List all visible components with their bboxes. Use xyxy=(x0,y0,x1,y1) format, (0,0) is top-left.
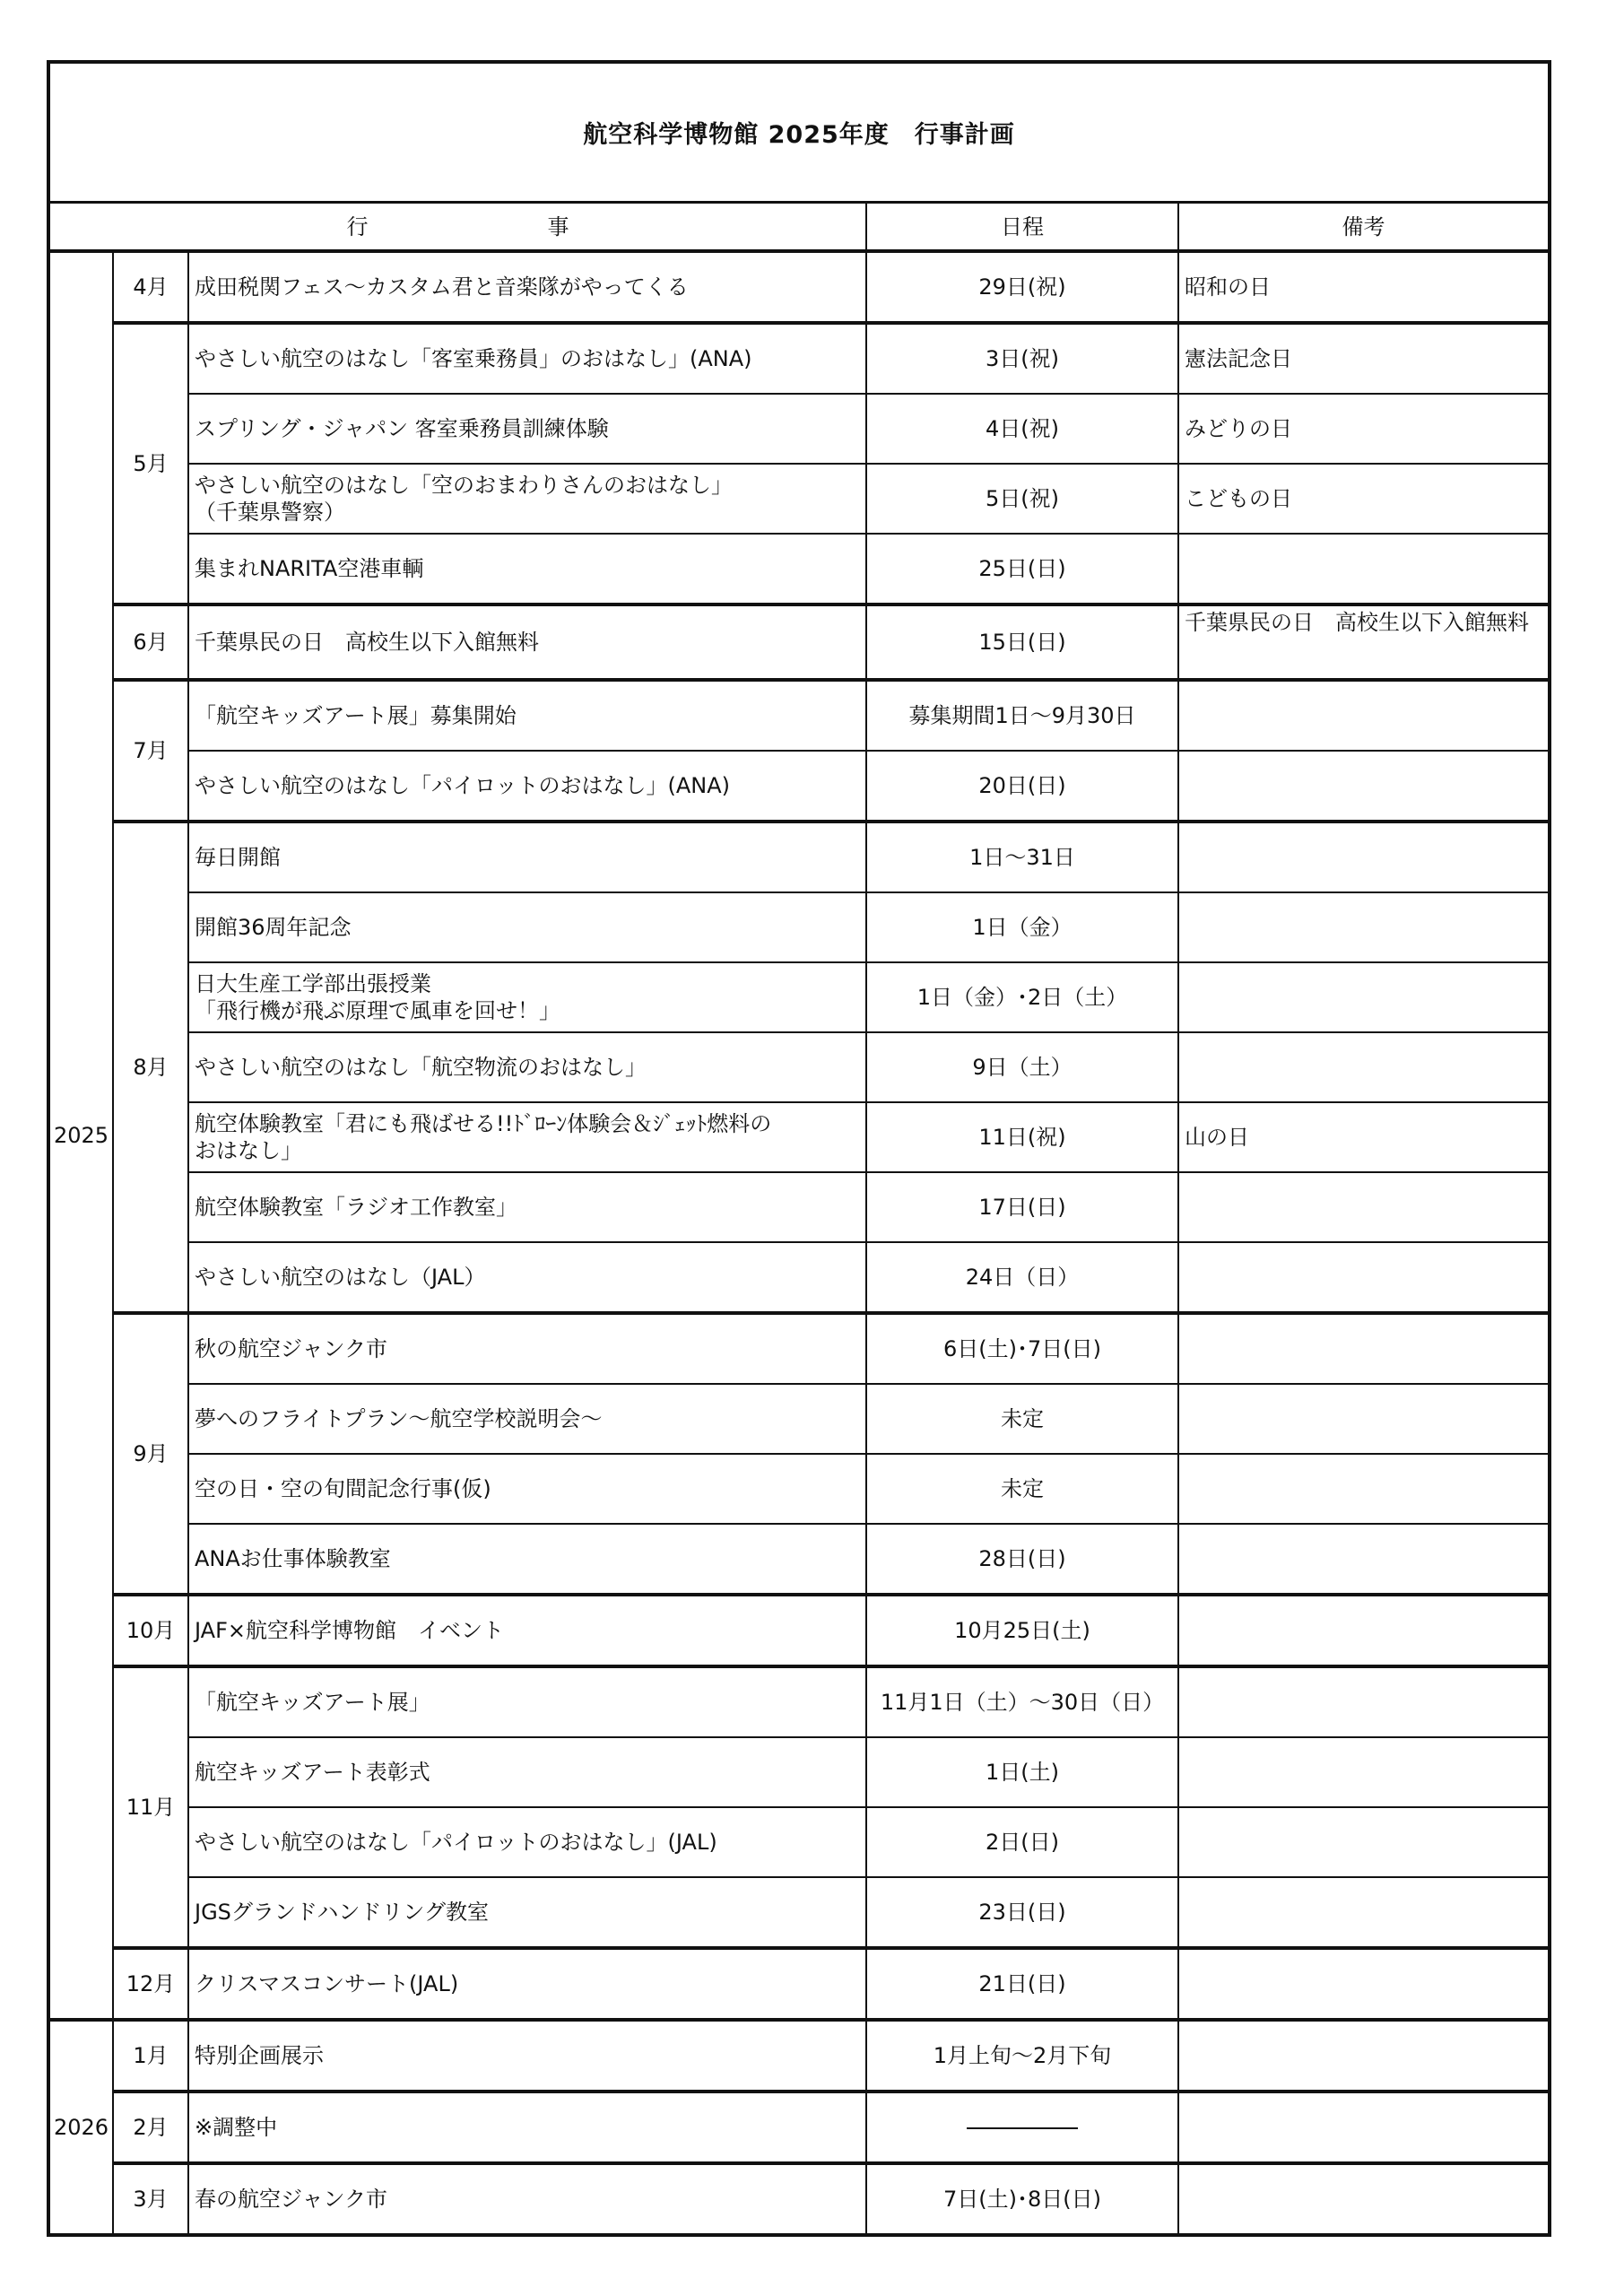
month-cell: 12月 xyxy=(113,1948,188,2020)
header-event-char1: 行 xyxy=(346,213,369,239)
note-cell: こどもの日 xyxy=(1178,464,1548,534)
table-row xyxy=(50,680,1548,751)
date-cell: 29日(祝) xyxy=(866,251,1178,323)
header-event xyxy=(50,204,866,251)
note-cell xyxy=(1178,1313,1548,1384)
date-cell: 20日(日) xyxy=(866,751,1178,822)
month-cell: 2月 xyxy=(113,2092,188,2163)
note-cell xyxy=(1178,1877,1548,1948)
event-cell: 成田税関フェス～カスタム君と音楽隊がやってくる xyxy=(188,251,866,323)
title-row xyxy=(50,64,1548,204)
date-cell: 17日(日) xyxy=(866,1172,1178,1242)
event-cell: ANAお仕事体験教室 xyxy=(188,1524,866,1595)
event-cell: やさしい航空のはなし「パイロットのおはなし」(JAL) xyxy=(188,1807,866,1877)
note-cell: 千葉県民の日 高校生以下入館無料 xyxy=(1178,604,1548,680)
table-row xyxy=(50,1102,1548,1172)
table-row xyxy=(50,534,1548,604)
event-cell: やさしい航空のはなし「客室乗務員」のおはなし」(ANA) xyxy=(188,323,866,394)
note-cell xyxy=(1178,1666,1548,1737)
table-row xyxy=(50,1877,1548,1948)
note-cell: 憲法記念日 xyxy=(1178,323,1548,394)
month-cell: 5月 xyxy=(113,323,188,604)
date-cell: 21日(日) xyxy=(866,1948,1178,2020)
table-row xyxy=(50,1032,1548,1102)
month-cell: 9月 xyxy=(113,1313,188,1595)
year-cell: 2025 xyxy=(50,251,113,2020)
year-cell: 2026 xyxy=(50,2020,113,2233)
schedule-table xyxy=(50,204,1548,2233)
table-row xyxy=(50,892,1548,962)
event-cell: クリスマスコンサート(JAL) xyxy=(188,1948,866,2020)
note-cell: 山の日 xyxy=(1178,1102,1548,1172)
note-cell xyxy=(1178,2020,1548,2092)
table-row xyxy=(50,394,1548,464)
table-row xyxy=(50,822,1548,892)
note-cell xyxy=(1178,2092,1548,2163)
note-cell xyxy=(1178,1242,1548,1313)
table-row xyxy=(50,1172,1548,1242)
event-cell: JAF×航空科学博物館 イベント xyxy=(188,1595,866,1666)
event-cell: ※調整中 xyxy=(188,2092,866,2163)
date-cell: 募集期間1日～9月30日 xyxy=(866,680,1178,751)
date-cell: 15日(日) xyxy=(866,604,1178,680)
note-cell xyxy=(1178,1807,1548,1877)
event-cell: やさしい航空のはなし「パイロットのおはなし」(ANA) xyxy=(188,751,866,822)
month-cell: 8月 xyxy=(113,822,188,1313)
note-cell xyxy=(1178,962,1548,1032)
table-row xyxy=(50,1524,1548,1595)
event-cell: 夢へのフライトプラン～航空学校説明会～ xyxy=(188,1384,866,1454)
table-row xyxy=(50,2092,1548,2163)
note-cell: 昭和の日 xyxy=(1178,251,1548,323)
note-cell xyxy=(1178,892,1548,962)
table-row xyxy=(50,1595,1548,1666)
table-row xyxy=(50,1737,1548,1807)
table-row xyxy=(50,962,1548,1032)
table-row xyxy=(50,464,1548,534)
date-cell: 11月1日（土）～30日（日） xyxy=(866,1666,1178,1737)
table-row xyxy=(50,1948,1548,2020)
event-cell: 集まれNARITA空港車輌 xyxy=(188,534,866,604)
note-cell xyxy=(1178,1737,1548,1807)
event-cell: やさしい航空のはなし（JAL） xyxy=(188,1242,866,1313)
date-cell: 4日(祝) xyxy=(866,394,1178,464)
date-cell: 未定 xyxy=(866,1454,1178,1524)
month-cell: 6月 xyxy=(113,604,188,680)
date-cell: 未定 xyxy=(866,1384,1178,1454)
table-row xyxy=(50,1454,1548,1524)
event-cell: 日大生産工学部出張授業 「飛行機が飛ぶ原理で風車を回せ！」 xyxy=(188,962,866,1032)
date-cell: 28日(日) xyxy=(866,1524,1178,1595)
header-event-char2: 事 xyxy=(547,213,569,239)
note-cell xyxy=(1178,680,1548,751)
date-cell: 6日(土)･7日(日) xyxy=(866,1313,1178,1384)
event-cell: やさしい航空のはなし「空のおまわりさんのおはなし」 （千葉県警察） xyxy=(188,464,866,534)
date-cell: 25日(日) xyxy=(866,534,1178,604)
date-cell: 1日(土) xyxy=(866,1737,1178,1807)
month-cell: 10月 xyxy=(113,1595,188,1666)
table-row xyxy=(50,1313,1548,1384)
table-row xyxy=(50,323,1548,394)
event-cell: 「航空キッズアート展」 xyxy=(188,1666,866,1737)
table-row xyxy=(50,751,1548,822)
page-title: 航空科学博物館 2025年度 行事計画 xyxy=(583,121,1015,149)
note-cell xyxy=(1178,1172,1548,1242)
empty-date-dash xyxy=(967,2127,1078,2129)
event-cell: スプリング・ジャパン 客室乗務員訓練体験 xyxy=(188,394,866,464)
note-cell xyxy=(1178,1595,1548,1666)
note-cell xyxy=(1178,2163,1548,2233)
table-row xyxy=(50,2020,1548,2092)
date-cell: 1日（金） xyxy=(866,892,1178,962)
table-row xyxy=(50,1242,1548,1313)
event-cell: 航空体験教室「君にも飛ばせる!!ﾄﾞﾛｰﾝ体験会＆ｼﾞｪｯﾄ燃料の おはなし」 xyxy=(188,1102,866,1172)
date-cell: 11日(祝) xyxy=(866,1102,1178,1172)
event-cell: 航空体験教室「ラジオ工作教室」 xyxy=(188,1172,866,1242)
note-cell xyxy=(1178,1524,1548,1595)
date-cell: 23日(日) xyxy=(866,1877,1178,1948)
event-cell: 航空キッズアート表彰式 xyxy=(188,1737,866,1807)
event-cell: 秋の航空ジャンク市 xyxy=(188,1313,866,1384)
table-row xyxy=(50,1666,1548,1737)
event-cell: 空の日・空の旬間記念行事(仮) xyxy=(188,1454,866,1524)
header-date: 日程 xyxy=(866,204,1178,251)
event-cell: 特別企画展示 xyxy=(188,2020,866,2092)
event-cell: 毎日開館 xyxy=(188,822,866,892)
event-cell: JGSグランドハンドリング教室 xyxy=(188,1877,866,1948)
note-cell: みどりの日 xyxy=(1178,394,1548,464)
schedule-sheet xyxy=(47,60,1551,2237)
header-note: 備考 xyxy=(1178,204,1548,251)
table-row xyxy=(50,1807,1548,1877)
note-cell xyxy=(1178,534,1548,604)
date-cell: 1日～31日 xyxy=(866,822,1178,892)
table-row xyxy=(50,604,1548,680)
month-cell: 4月 xyxy=(113,251,188,323)
note-cell xyxy=(1178,1948,1548,2020)
date-cell: 3日(祝) xyxy=(866,323,1178,394)
event-cell: やさしい航空のはなし「航空物流のおはなし」 xyxy=(188,1032,866,1102)
event-cell: 開館36周年記念 xyxy=(188,892,866,962)
event-cell: 春の航空ジャンク市 xyxy=(188,2163,866,2233)
month-cell: 1月 xyxy=(113,2020,188,2092)
date-cell: 24日（日） xyxy=(866,1242,1178,1313)
event-cell: 「航空キッズアート展」募集開始 xyxy=(188,680,866,751)
date-cell: 9日（土） xyxy=(866,1032,1178,1102)
table-row xyxy=(50,251,1548,323)
date-cell: 2日(日) xyxy=(866,1807,1178,1877)
table-row xyxy=(50,2163,1548,2233)
month-cell: 7月 xyxy=(113,680,188,822)
month-cell: 11月 xyxy=(113,1666,188,1948)
date-cell: 7日(土)･8日(日) xyxy=(866,2163,1178,2233)
date-cell xyxy=(866,2092,1178,2163)
month-cell: 3月 xyxy=(113,2163,188,2233)
note-cell xyxy=(1178,1454,1548,1524)
note-cell xyxy=(1178,1384,1548,1454)
header-row xyxy=(50,204,1548,251)
event-cell: 千葉県民の日 高校生以下入館無料 xyxy=(188,604,866,680)
date-cell: 1日（金）･2日（土） xyxy=(866,962,1178,1032)
date-cell: 5日(祝) xyxy=(866,464,1178,534)
note-cell xyxy=(1178,1032,1548,1102)
table-row xyxy=(50,1384,1548,1454)
note-cell xyxy=(1178,751,1548,822)
date-cell: 1月上旬～2月下旬 xyxy=(866,2020,1178,2092)
date-cell: 10月25日(土) xyxy=(866,1595,1178,1666)
note-cell xyxy=(1178,822,1548,892)
